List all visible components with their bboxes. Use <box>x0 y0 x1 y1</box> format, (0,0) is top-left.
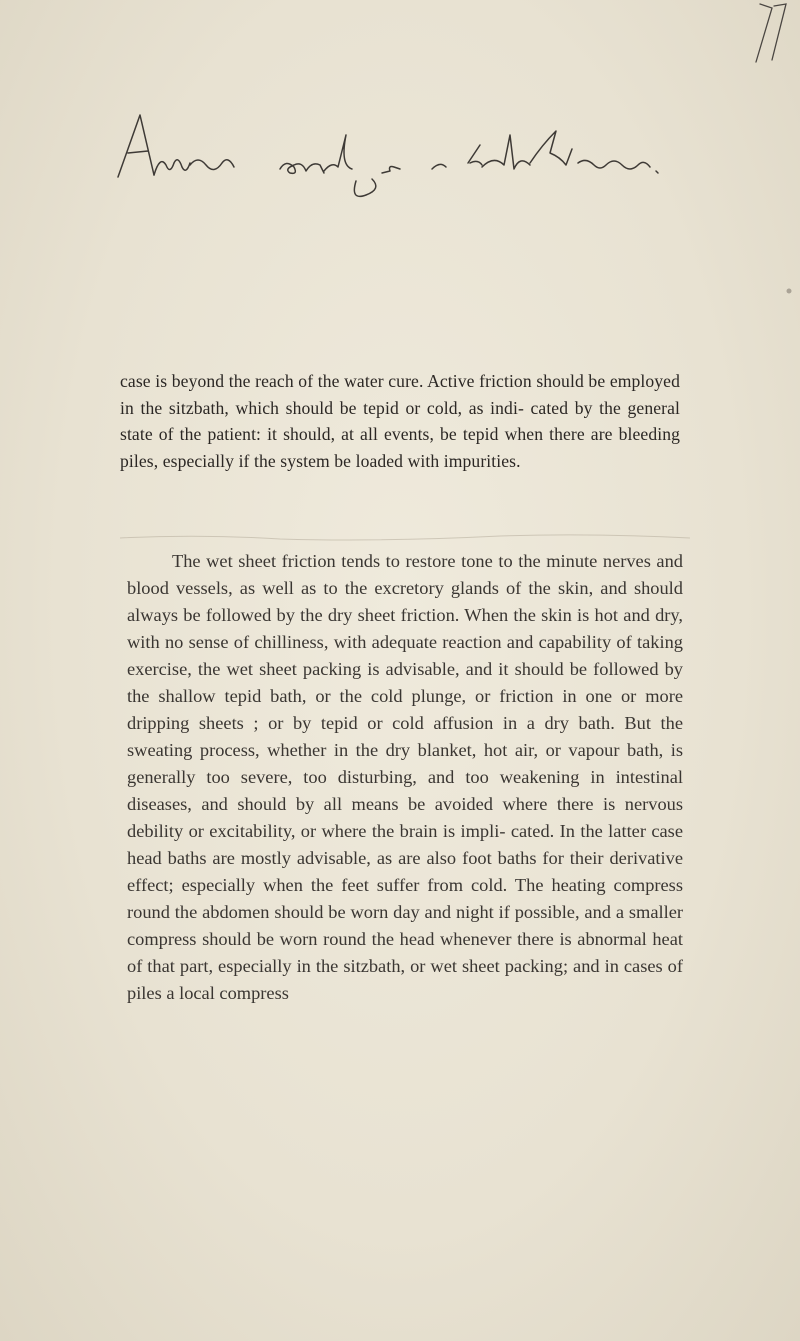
page-margin-dot <box>784 286 794 296</box>
paragraph-continuation: case is beyond the reach of the water cure. Active friction should be employed in the sitzbath, which should be tepid or cold, as indi- cated by the general state of the patient: it should, at all events, be tepid when there are bleeding piles, especially if the system be loaded with impurities. <box>120 371 680 471</box>
handwritten-annotation <box>110 105 670 215</box>
paragraph-wet-sheet-friction: The wet sheet friction tends to restore tone to the minute nerves and blood vessels, as well as to the excretory glands of the skin, and should always be followed by the dry sheet friction. When the skin is hot and dry, with no sense of chilliness, with adequate reaction and capability of taking exercise, the wet sheet packing is advisable, and it should be followed by the shallow tepid bath, or the cold plunge, or friction in one or more dripping sheets ; or by tepid or cold affusion in a dry bath. But the sweating process, whether in the dry blanket, hot air, or vapour bath, is generally too severe, too disturbing, and too weakening in intestinal diseases, and should by all means be avoided where there is nervous debility or excitability, or where the brain is impli- cated. In the latter case head baths are mostly advisable, as are also foot baths for their derivative effect; especially when the feet suffer from cold. The heating compress round the abdomen should be worn day and night if possible, and a smaller compress should be worn round the head whenever there is abnormal heat of that part, especially in the sitzbath, or wet sheet packing; and in cases of piles a local compress <box>127 551 683 1003</box>
bleed-through-marks <box>120 530 690 544</box>
corner-pencil-mark <box>742 0 792 70</box>
